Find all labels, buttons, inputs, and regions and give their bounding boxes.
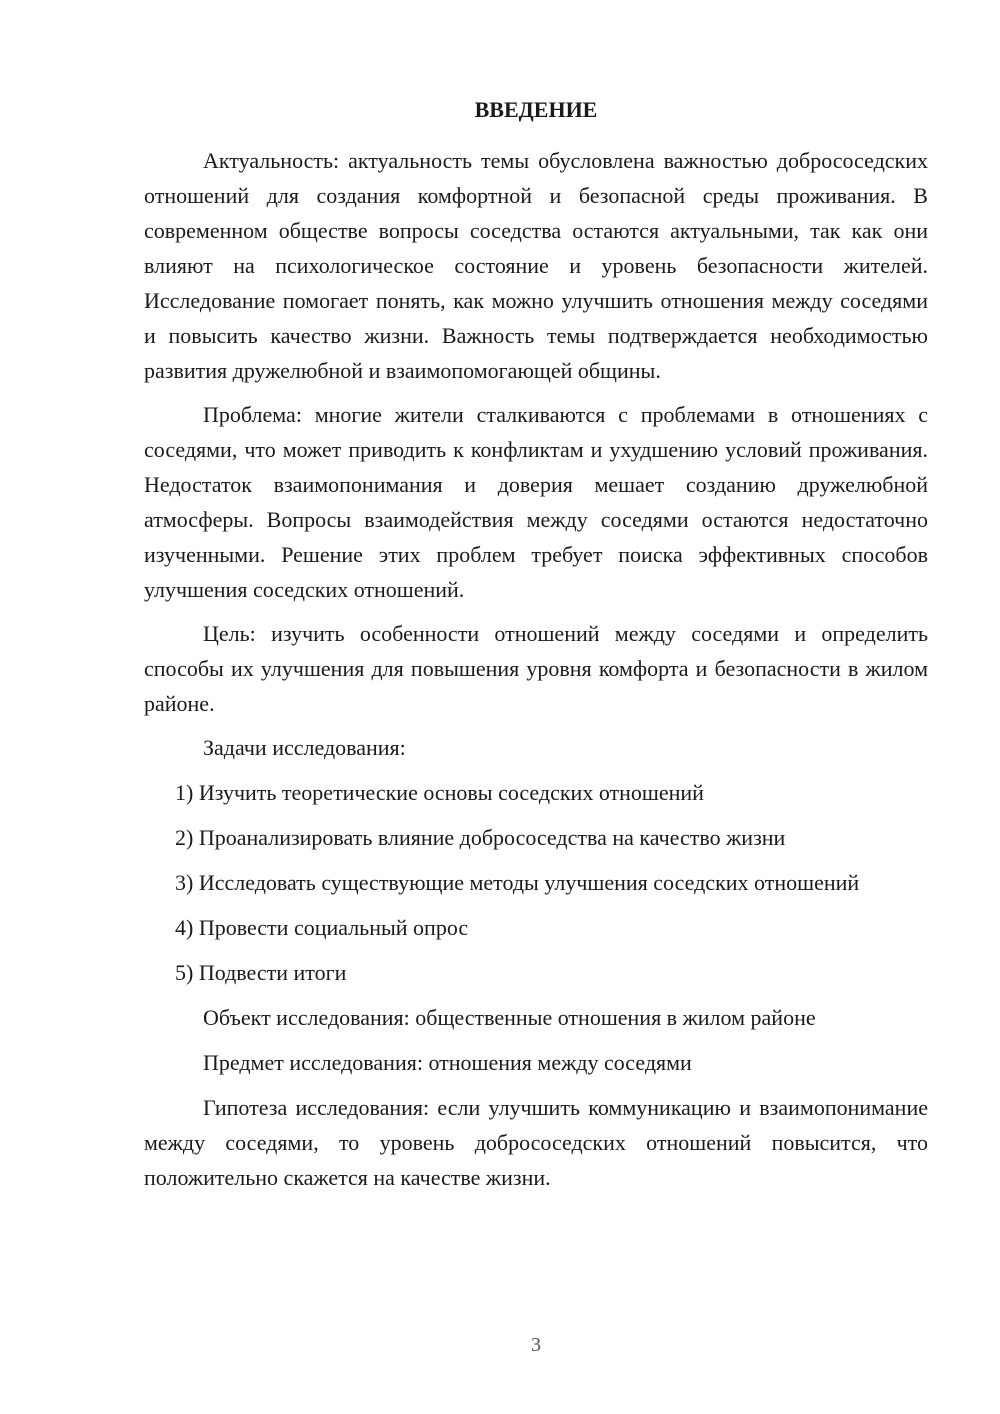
task-item: 2) Проанализировать влияние добрососедства на качество жизни	[175, 825, 786, 850]
problem-paragraph: Проблема: многие жители сталкиваются с проблемами в отношениях с соседями, что может приводить к конфликтам и ухудшению условий проживания. Недостаток взаимопонимания и доверия мешает созданию дружелюбной атмосферы. Вопросы взаимодействия между соседями остаются недостаточно изученными. Решение этих проблем требует поиска эффективных способов улучшения соседских отношений.	[144, 402, 928, 602]
research-subject: Предмет исследования: отношения между соседями	[203, 1050, 692, 1075]
page-number: 3	[531, 1334, 541, 1356]
task-item: 3) Исследовать существующие методы улучшения соседских отношений	[175, 870, 860, 895]
relevance-paragraph: Актуальность: актуальность темы обусловлена важностью добрососедских отношений для создания комфортной и безопасной среды проживания. В современном обществе вопросы соседства остаются актуальными, так как они влияют на психологическое состояние и уровень безопасности жителей. Исследование помогает понять, как можно улучшить отношения между соседями и повысить качество жизни. Важность темы подтверждается необходимостью развития дружелюбной и взаимопомогающей общины.	[144, 148, 928, 383]
goal-paragraph: Цель: изучить особенности отношений между соседями и определить способы их улучшения для повышения уровня комфорта и безопасности в жилом районе.	[144, 621, 928, 716]
page-content	[144, 94, 928, 1204]
task-item: 4) Провести социальный опрос	[175, 915, 469, 940]
research-object: Объект исследования: общественные отношения в жилом районе	[203, 1005, 816, 1030]
section-title: ВВЕДЕНИЕ	[474, 97, 598, 122]
task-item: 5) Подвести итоги	[175, 960, 347, 985]
tasks-heading: Задачи исследования:	[203, 735, 406, 760]
tasks-list	[144, 775, 928, 990]
task-item: 1) Изучить теоретические основы соседских отношений	[175, 780, 704, 805]
research-hypothesis: Гипотеза исследования: если улучшить коммуникацию и взаимопонимание между соседями, то уровень добрососедских отношений повысится, что положительно скажется на качестве жизни.	[144, 1095, 928, 1190]
